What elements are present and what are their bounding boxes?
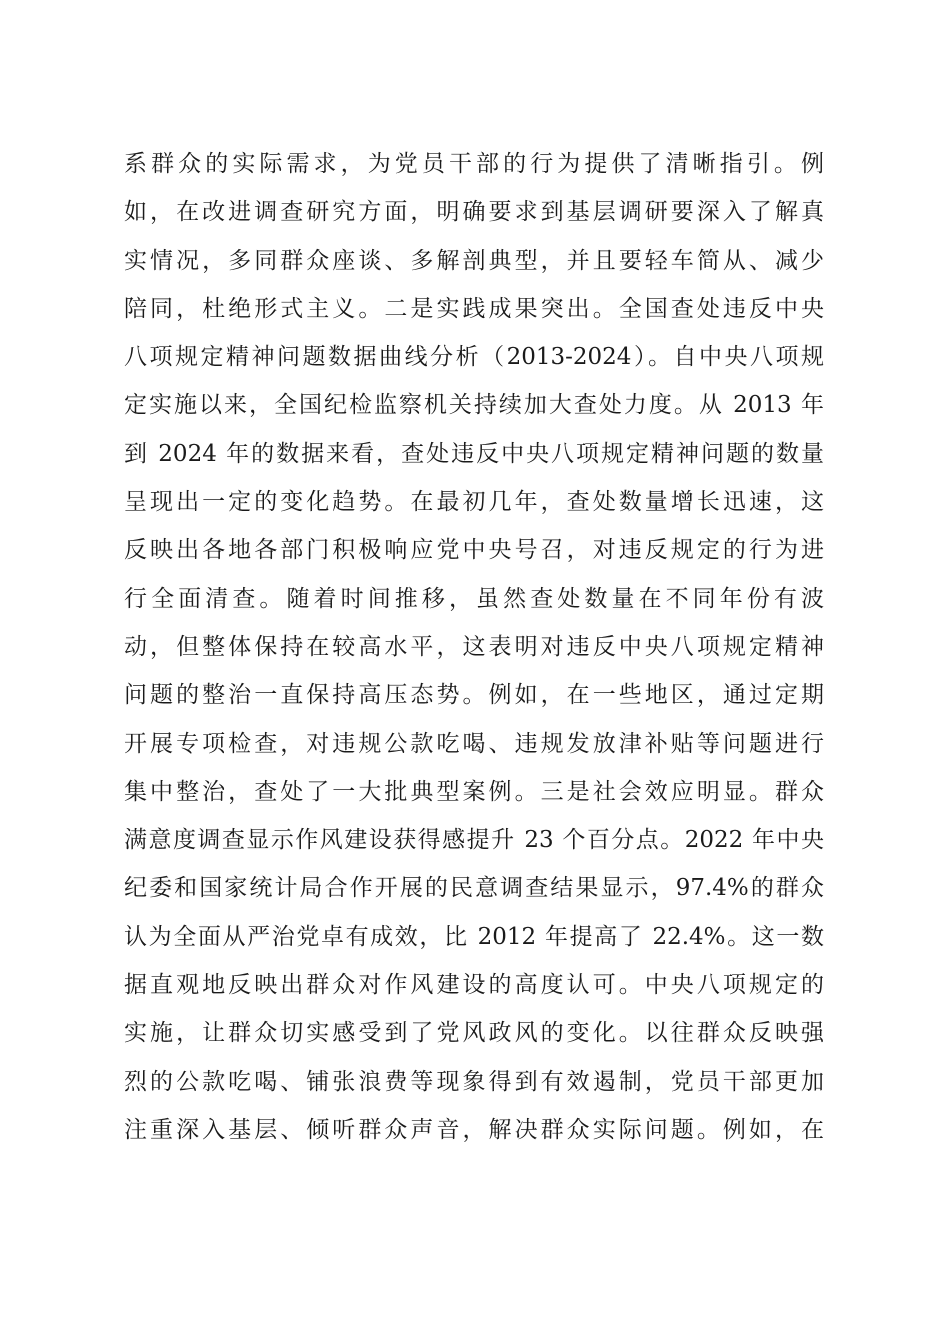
text-line: 如，在改进调查研究方面，明确要求到基层调研要深入了解真 <box>124 199 824 226</box>
text-line: 陪同，杜绝形式主义。二是实践成果突出。全国查处违反中央 <box>124 295 824 322</box>
text-line: 据直观地反映出群众对作风建设的高度认可。中央八项规定的 <box>124 972 824 999</box>
text-line: 反映出各地各部门积极响应党中央号召，对违反规定的行为进 <box>124 537 824 564</box>
text-line: 呈现出一定的变化趋势。在最初几年，查处数量增长迅速，这 <box>124 489 824 516</box>
text-line: 烈的公款吃喝、铺张浪费等现象得到有效遏制，党员干部更加 <box>124 1068 824 1095</box>
text-line: 注重深入基层、倾听群众声音，解决群众实际问题。例如，在 <box>124 1116 824 1143</box>
text-line: 行全面清查。随着时间推移，虽然查处数量在不同年份有波 <box>124 585 824 612</box>
text-line: 动，但整体保持在较高水平，这表明对违反中央八项规定精神 <box>124 633 824 660</box>
text-line: 问题的整治一直保持高压态势。例如，在一些地区，通过定期 <box>124 682 824 709</box>
text-line: 认为全面从严治党卓有成效，比 2012 年提高了 22.4%。这一数 <box>124 923 824 950</box>
text-line: 八项规定精神问题数据曲线分析（2013-2024）。自中央八项规 <box>124 344 824 371</box>
text-line: 实情况，多同群众座谈、多解剖典型，并且要轻车简从、减少 <box>124 247 824 274</box>
text-line: 到 2024 年的数据来看，查处违反中央八项规定精神问题的数量 <box>124 440 824 467</box>
text-line: 满意度调查显示作风建设获得感提升 23 个百分点。2022 年中央 <box>124 827 824 854</box>
text-line: 实施，让群众切实感受到了党风政风的变化。以往群众反映强 <box>124 1020 824 1047</box>
text-line: 集中整治，查处了一大批典型案例。三是社会效应明显。群众 <box>124 778 824 805</box>
body-text <box>124 140 824 1154</box>
text-line: 定实施以来，全国纪检监察机关持续加大查处力度。从 2013 年 <box>124 392 824 419</box>
text-line: 开展专项检查，对违规公款吃喝、违规发放津补贴等问题进行 <box>124 730 824 757</box>
text-line: 系群众的实际需求，为党员干部的行为提供了清晰指引。例 <box>124 151 824 177</box>
text-line: 纪委和国家统计局合作开展的民意调查结果显示，97.4%的群众 <box>124 875 824 902</box>
